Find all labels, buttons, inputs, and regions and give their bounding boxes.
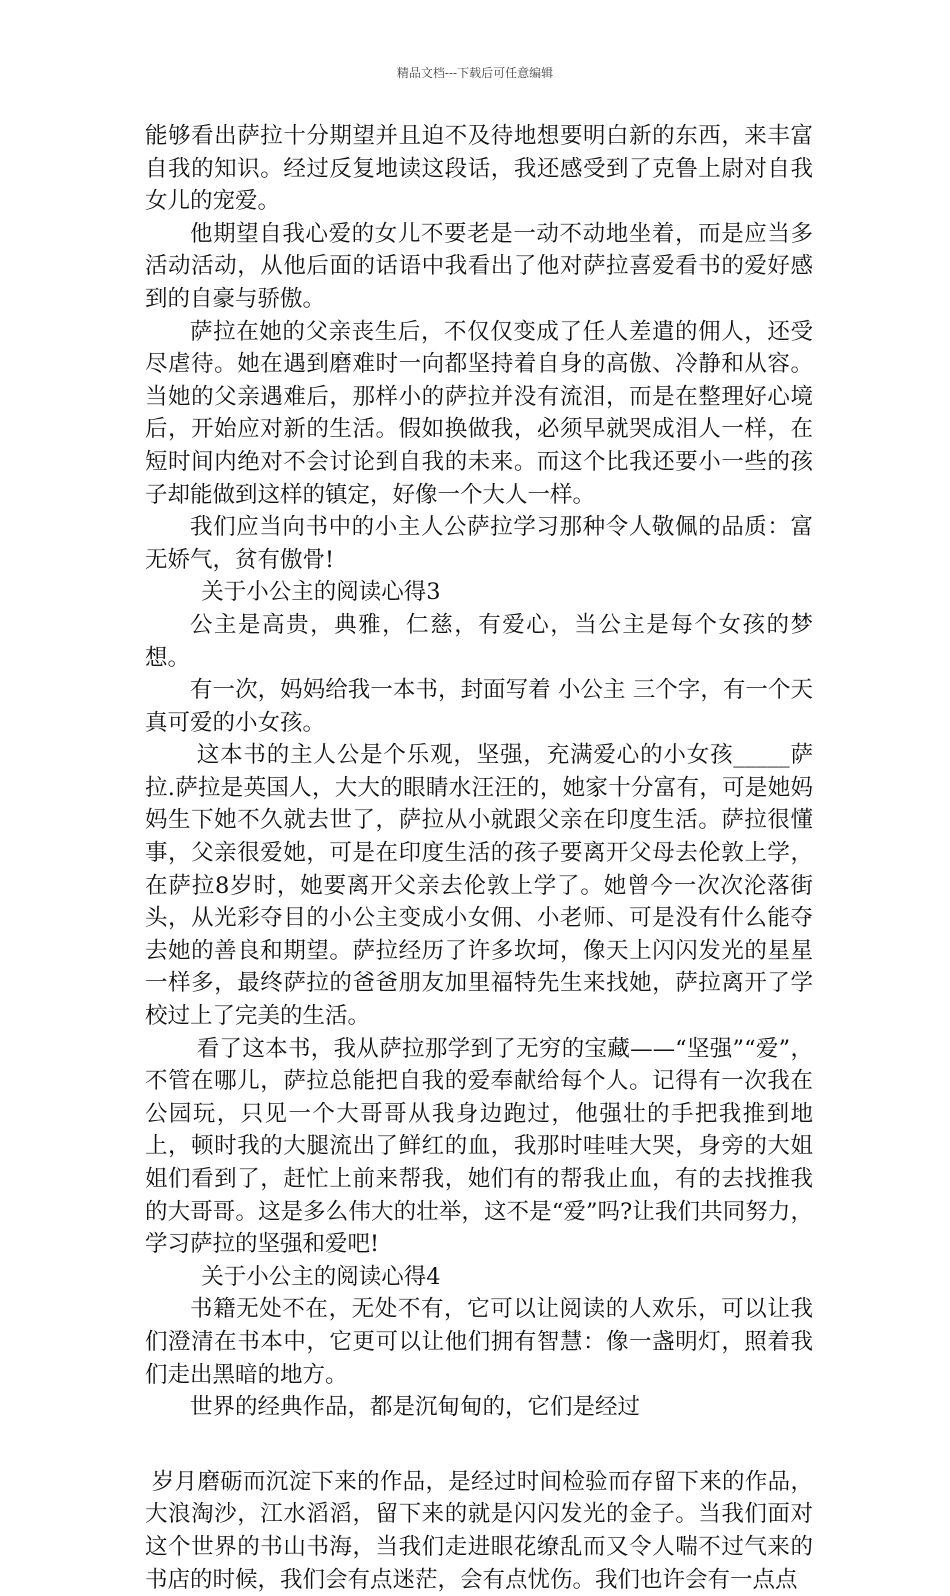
paragraph-11: 岁月磨砺而沉淀下来的作品，是经过时间检验而存留下来的作品，大浪淘沙，江水滔滔，留下来的就是闪闪发光的金子。当我们面对这个世界的书山书海，当我们走进眼花缭乱而又令人喘不过气来的书店的时候，我们会有点迷茫，会有点忧伤。我们也许会有一点点	[145, 1468, 813, 1593]
paragraph-4: 我们应当向书中的小主人公萨拉学习那种令人敬佩的品质：富无娇气，贫有傲骨!	[145, 514, 813, 573]
paragraph-6: 有一次，妈妈给我一本书，封面写着 小公主 三个字，有一个天真可爱的小女孩。	[145, 677, 813, 736]
document-body	[145, 120, 813, 1596]
paragraph-5: 公主是高贵，典雅，仁慈，有爱心，当公主是每个女孩的梦想。	[145, 611, 813, 671]
paragraph-1: 能够看出萨拉十分期望并且迫不及待地想要明白新的东西，来丰富自我的知识。经过反复地读这段话，我还感受到了克鲁上尉对自我女儿的宠爱。	[145, 123, 813, 215]
section-heading-4: 关于小公主的阅读心得4	[201, 1263, 441, 1290]
paragraph-8: 看了这本书，我从萨拉那学到了无穷的宝藏——“坚强”“爱”，不管在哪儿，萨拉总能把自我的爱奉献给每个人。记得有一次我在公园玩，只见一个大哥哥从我身边跑过，他强壮的手把我推到地上，顿时我的大腿流出了鲜红的血，我那时哇哇大哭，身旁的大姐姐们看到了，赶忙上前来帮我，她们有的帮我止血，有的去找推我的大哥哥。这是多么伟大的壮举，这不是“爱”吗?让我们共同努力，学习萨拉的坚强和爱吧!	[145, 1035, 813, 1258]
paragraph-gap	[145, 1424, 813, 1466]
paragraph-7: 这本书的主人公是个乐观，坚强，充满爱心的小女孩_____萨拉.萨拉是英国人，大大的眼睛水汪汪的，她家十分富有，可是她妈妈生下她不久就去世了，萨拉从小就跟父亲在印度生活。萨拉很懂事，父亲很爱她，可是在印度生活的孩子要离开父母去伦敦上学，在萨拉8岁时，她要离开父亲去伦敦上学了。她曾今一次次沦落街头，从光彩夺目的小公主变成小女佣、小老师、可是没有什么能夺去她的善良和期望。萨拉经历了许多坎坷，像天上闪闪发光的星星一样多，最终萨拉的爸爸朋友加里福特先生来找她，萨拉离开了学校过上了完美的生活。	[145, 742, 813, 1030]
page-header: 精品文档---下载后可任意编辑	[396, 66, 554, 80]
paragraph-9: 书籍无处不在，无处不有，它可以让阅读的人欢乐，可以让我们澄清在书本中，它更可以让他们拥有智慧：像一盏明灯，照着我们走出黑暗的地方。	[145, 1296, 813, 1388]
paragraph-3: 萨拉在她的父亲丧生后，不仅仅变成了任人差遣的佣人，还受尽虐待。她在遇到磨难时一向都坚持着自身的高傲、冷静和从容。当她的父亲遇难后，那样小的萨拉并没有流泪，而是在整理好心境后，开始应对新的生活。假如换做我，必须早就哭成泪人一样，在短时间内绝对不会讨论到自我的未来。而这个比我还要小一些的孩子却能做到这样的镇定，好像一个大人一样。	[145, 318, 813, 508]
paragraph-2: 他期望自我心爱的女儿不要老是一动不动地坐着，而是应当多活动活动，从他后面的话语中我看出了他对萨拉喜爱看书的爱好感到的自豪与骄傲。	[145, 220, 813, 312]
paragraph-10: 世界的经典作品，都是沉甸甸的，它们是经过	[190, 1394, 641, 1421]
section-heading-3: 关于小公主的阅读心得3	[201, 579, 441, 606]
